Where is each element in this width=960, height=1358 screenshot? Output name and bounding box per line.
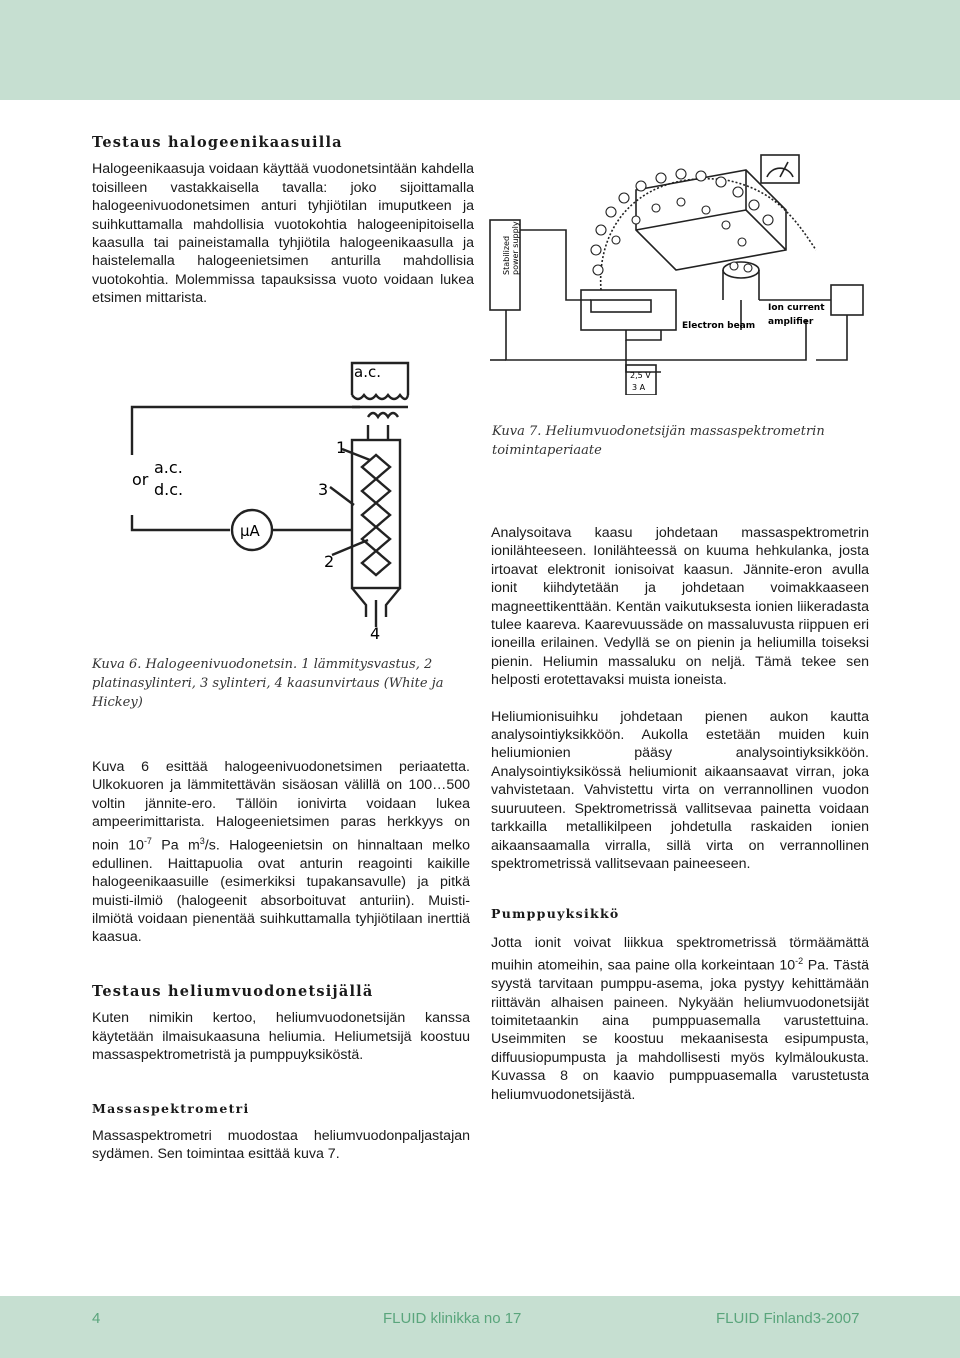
voltage-label: 2,5 V (630, 371, 651, 380)
power-supply-label-2: power supply (511, 221, 520, 275)
footer-issue: FLUID Finland3-2007 (716, 1310, 860, 1327)
paragraph-helium-beam: Heliumionisuihku johdetaan pienen aukon kautta analysointiyksikköön. Aukolla estetään muiden kuin heliumionien pääsy analysointiyksikköön. Analysointiyksikössä heliumionit aikaansaavat virran, joka vahvistetaan. Vahvistettu virta on verrannollinen vuodon suuruuteen. Spektrometrissä vallitsevaa painetta voidaan tarkkailla metallikilpeen johdetulla raskaiden ionien aikaansaamalla virralla, sillä virta on verrannollinen spektrometrissä vallitsevaan paineeseen. (491, 708, 869, 872)
exponent-2: 3 (199, 835, 205, 846)
halogen-detector-drawing (120, 355, 420, 640)
collector (723, 262, 759, 278)
label-3: 3 (318, 480, 329, 499)
figure-7-diagram (486, 150, 871, 395)
mass-spectrometer-drawing (486, 150, 871, 395)
heading-halogen: Testaus halogeenikaasuilla (92, 134, 343, 151)
exponent-pressure: -2 (795, 956, 804, 967)
heading-pump-unit: Pumppuyksikkö (491, 906, 620, 922)
meter-box (761, 155, 799, 183)
page-number: 4 (92, 1310, 101, 1327)
top-band (0, 0, 960, 100)
paragraph-pump-unit (491, 934, 869, 1104)
ac-top-label: a.c. (354, 363, 381, 381)
paragraph-pump-end: Pa. Tästä syystä tarvitaan pumppu-asema, joka pystyy kehittämään riittävän alhaisen paineen. Nykyään heliumvuodonetsijät toimitetaankin aina pumppuasemalla varustettuina. Useimmiten se koostuu mekaanisesta esipumpusta, diffuusiopumpusta ja mahdollisesti myös kylmäloukusta. Kuvassa 8 on kaavio pumppuasemalla varustetusta heliumvuodonetsijästä. (491, 957, 869, 1103)
paragraph-helium: Kuten nimikin kertoo, heliumvuodonetsijän kanssa käytetään ilmaisukaasuna heliumia. Heliumetsijä koostuu massaspektrometristä ja pumppuyksiköstä. (92, 1010, 470, 1064)
paragraph-figure-6-end: /s. Halogeenietsin on hinnaltaan melko edullinen. Haittapuolia ovat anturin reagointi kaikille halogeenikaasuille (esimerkiksi tupakansavulle) ja pitkä muisti-ilmiö (halogeenit absorboituvat anturiin). Muisti-ilmiötä voidaan pienentää suihkuttamalla tyhjiötilaan inerttiä kaasua. (92, 837, 470, 946)
label-2: 2 (324, 552, 335, 571)
ac-side-label: a.c. (154, 458, 183, 477)
paragraph-ion-source: Analysoitava kaasu johdetaan massaspektrometrin ionilähteeseen. Ionilähteessä on kuuma hehkulanka, josta irtoavat elektronit ionisoivat kaasun. Jännite-eron avulla ionit kiihdytetään ja johdetaan voimakkaaseen magneettikenttään. Kentän vaikutuksesta ionien liikeradasta tulee kaareva. Kaarevuussäde on massaluvusta riippuen eri ioneilla erilainen. Vedyllä se on pienin ja heliumilla toiseksi pienin. Heliumin massaluku on neljä. Tämä tekee sen helposti erotettavaksi muista ioneista. (491, 525, 869, 689)
paragraph-figure-6-unit: Pa m (151, 837, 200, 854)
dc-side-label: d.c. (154, 480, 184, 499)
heading-helium: Testaus heliumvuodonetsijällä (92, 982, 374, 1000)
footer-publication: FLUID klinikka no 17 (383, 1310, 522, 1327)
bottom-band (0, 1296, 960, 1358)
sensor-tube (352, 440, 400, 588)
paragraph-figure-6 (92, 758, 470, 947)
heading-mass-spectrometer: Massaspektrometri (92, 1101, 250, 1117)
power-supply-label-1: Stabilized (502, 235, 511, 275)
ion-current-label: Ion current (768, 303, 825, 313)
label-4: 4 (370, 624, 381, 640)
paragraph-halogen: Halogeenikaasuja voidaan käyttää vuodonetsintään kahdella toisilleen vastakkaisella tavalla: joko sijoittamalla halogeenivuodonetsimen anturi tyhjiötilan imuputkeen ja suihkuttamalla mahdollisia vuotokohtia halogeenipitoisella kaasulla tai paineistamalla tyhjiötila halogeenikaasulla ja haistelemalla halogeenietsimen anturilla mahdollisia vuotokohtia. Molemmissa tapauksissa vuoto voidaan lukea etsimen mittarista. (92, 161, 474, 307)
amplifier-label: amplifier (768, 317, 814, 327)
microammeter-label: μA (240, 522, 260, 540)
paragraph-figure-6-start: Kuva 6 esittää halogeenivuodonetsimen periaatetta. Ulkokuoren ja lämmitettävän sisäosan välillä on 100…500 voltin jännite-ero. Tällöin ionivirta voidaan lukea ampeerimittarista. Halogeenietsimen paras herkkyys on noin 10 (92, 759, 470, 854)
paragraph-mass-spectrometer: Massaspektrometri muodostaa heliumvuodonpaljastajan sydämen. Sen toimintaa esittää kuva 7. (92, 1127, 470, 1163)
paragraph-pump-start: Jotta ionit voivat liikkua spektrometrissä törmäämättä muihin atomeihin, saa paine olla korkeintaan 10 (491, 934, 869, 974)
figure-6-diagram (120, 355, 420, 640)
column-2-body (491, 524, 869, 1104)
column-1-body (92, 758, 470, 1164)
or-label: or (132, 470, 149, 489)
figure-6-caption: Kuva 6. Halogeenivuodonetsin. 1 lämmitysvastus, 2 platinasylinteri, 3 sylinteri, 4 kaasunvirtaus (White ja Hickey) (92, 657, 444, 710)
section-halogen (92, 134, 474, 308)
label-1: 1 (336, 438, 347, 457)
ion-source-box (581, 290, 676, 330)
electron-beam-label: Electron beam (682, 321, 756, 331)
ampere-label: 3 A (632, 383, 646, 392)
amplifier-box (831, 285, 863, 315)
exponent-1: -7 (143, 835, 152, 846)
figure-7-caption: Kuva 7. Heliumvuodonetsijän massaspektrometrin toimintaperiaate (492, 424, 825, 458)
